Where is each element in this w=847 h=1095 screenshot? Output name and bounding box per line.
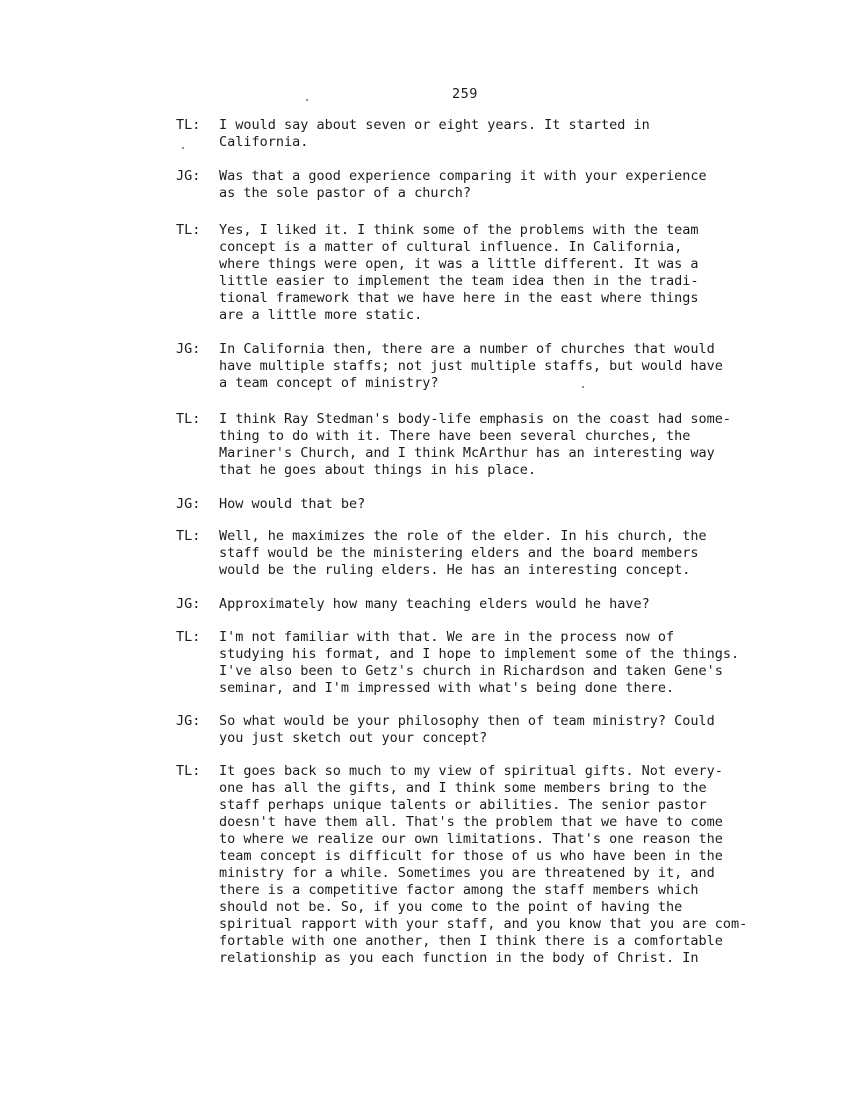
text-line: Mariner's Church, and I think McArthur has an interesting way (219, 445, 715, 461)
speaker-label: JG: (176, 341, 201, 357)
utterance-text (219, 341, 723, 392)
text-line: team concept is difficult for those of us who have been in the (219, 848, 723, 864)
text-line: concept is a matter of cultural influence. In California, (219, 239, 683, 255)
text-line: I would say about seven or eight years. It started in (219, 117, 650, 133)
utterance-text (219, 713, 715, 747)
utterance-text (219, 629, 739, 697)
text-line: staff perhaps unique talents or abilities. The senior pastor (219, 797, 707, 813)
text-line: How would that be? (219, 496, 366, 512)
text-line: that he goes about things in his place. (219, 462, 536, 478)
text-line: In California then, there are a number of churches that would (219, 341, 715, 357)
text-line: It goes back so much to my view of spiritual gifts. Not every- (219, 763, 723, 779)
speaker-label: TL: (176, 629, 201, 645)
text-line: there is a competitive factor among the staff members which (219, 882, 699, 898)
text-line: have multiple staffs; not just multiple staffs, but would have (219, 358, 723, 374)
text-line: Yes, I liked it. I think some of the problems with the team (219, 222, 699, 238)
speaker-label: TL: (176, 411, 201, 427)
text-line: where things were open, it was a little different. It was a (219, 256, 699, 272)
text-line: I've also been to Getz's church in Richardson and taken Gene's (219, 663, 723, 679)
scan-speck (306, 99, 308, 101)
utterance-text (219, 411, 731, 479)
speaker-label: JG: (176, 713, 201, 729)
speaker-label: TL: (176, 528, 201, 544)
utterance-text (219, 496, 365, 513)
text-line: relationship as you each function in the body of Christ. In (219, 950, 699, 966)
text-line: to where we realize our own limitations. That's one reason the (219, 831, 723, 847)
text-line: seminar, and I'm impressed with what's being done there. (219, 680, 675, 696)
speaker-label: TL: (176, 117, 201, 133)
utterance-text (219, 117, 650, 151)
text-line: Was that a good experience comparing it with your experience (219, 168, 707, 184)
text-line: one has all the gifts, and I think some members bring to the (219, 780, 707, 796)
text-line: doesn't have them all. That's the problem that we have to come (219, 814, 723, 830)
text-line: So what would be your philosophy then of team ministry? Could (219, 713, 715, 729)
text-line: California. (219, 134, 309, 150)
text-line: Well, he maximizes the role of the elder. In his church, the (219, 528, 707, 544)
utterance-text (219, 528, 707, 579)
text-line: are a little more static. (219, 307, 423, 323)
text-line: little easier to implement the team idea then in the tradi- (219, 273, 699, 289)
text-line: thing to do with it. There have been several churches, the (219, 428, 691, 444)
text-line: as the sole pastor of a church? (219, 185, 471, 201)
utterance-text (219, 596, 650, 613)
text-line: should not be. So, if you come to the point of having the (219, 899, 683, 915)
speaker-label: JG: (176, 168, 201, 184)
text-line: would be the ruling elders. He has an interesting concept. (219, 562, 691, 578)
text-line: tional framework that we have here in the east where things (219, 290, 699, 306)
text-line: ministry for a while. Sometimes you are threatened by it, and (219, 865, 715, 881)
utterance-text (219, 168, 707, 202)
text-line: Approximately how many teaching elders would he have? (219, 596, 650, 612)
text-line: I'm not familiar with that. We are in the process now of (219, 629, 675, 645)
text-line: spiritual rapport with your staff, and you know that you are com- (219, 916, 748, 932)
speaker-label: TL: (176, 222, 201, 238)
utterance-text (219, 222, 699, 324)
text-line: a team concept of ministry? (219, 375, 439, 391)
text-line: studying his format, and I hope to implement some of the things. (219, 646, 740, 662)
utterance-text (219, 763, 747, 967)
text-line: fortable with one another, then I think there is a comfortable (219, 933, 723, 949)
speaker-label: JG: (176, 496, 201, 512)
page-number: 259 (452, 86, 478, 102)
text-line: I think Ray Stedman's body-life emphasis on the coast had some- (219, 411, 732, 427)
speaker-label: TL: (176, 763, 201, 779)
text-line: staff would be the ministering elders and the board members (219, 545, 699, 561)
scan-speck (182, 147, 184, 149)
text-line: you just sketch out your concept? (219, 730, 488, 746)
speaker-label: JG: (176, 596, 201, 612)
